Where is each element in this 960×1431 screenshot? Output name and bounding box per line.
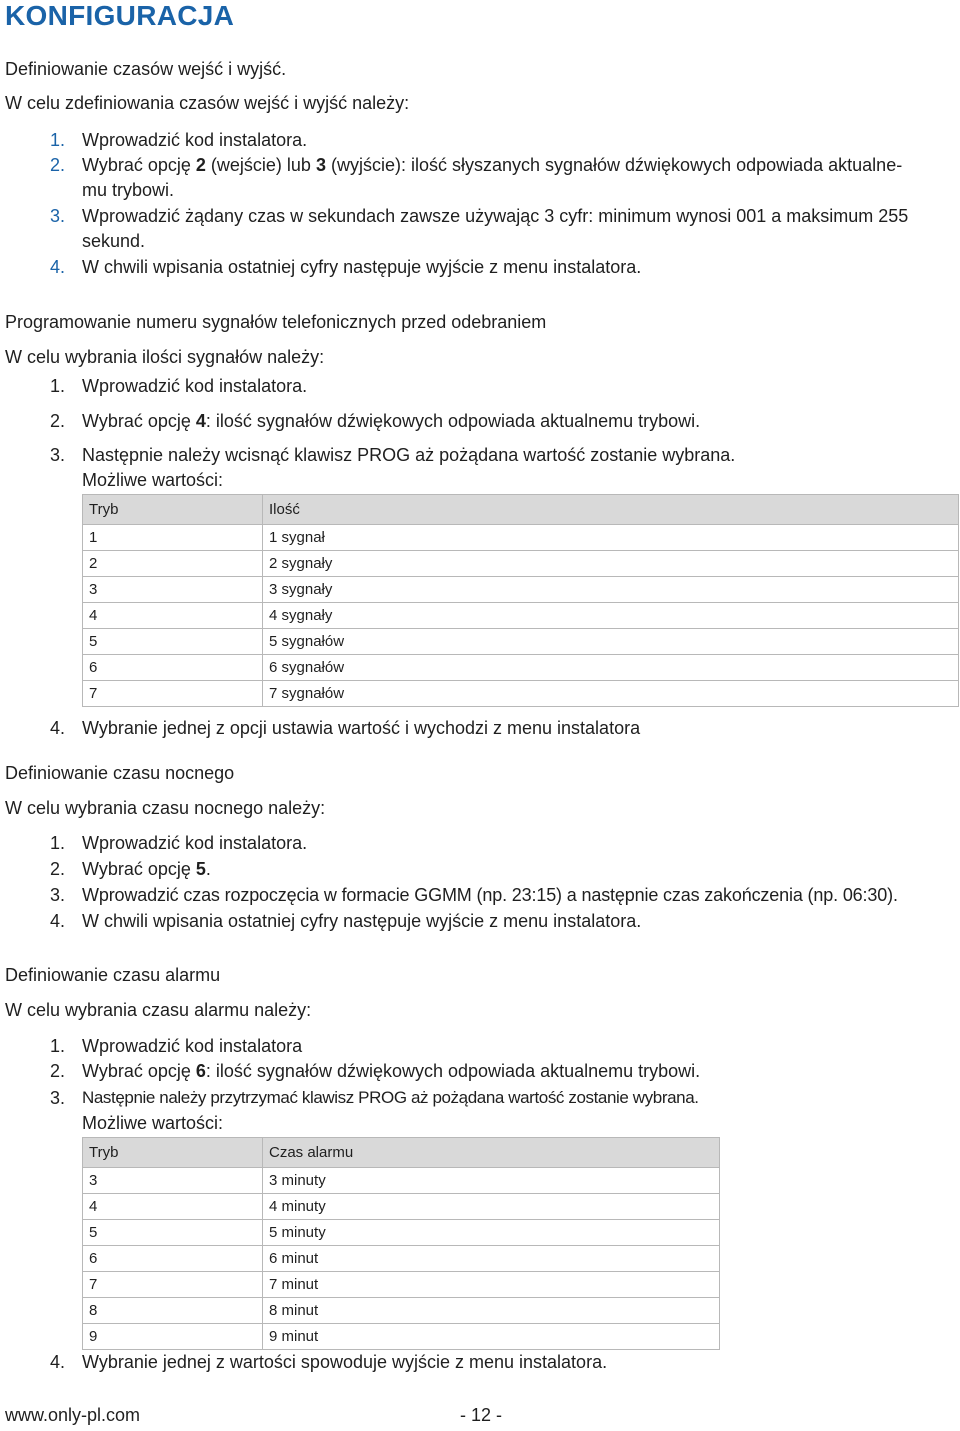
table-cell: 6 [83, 655, 263, 681]
table-cell: 7 sygnałów [263, 681, 959, 707]
table-cell: 3 sygnały [263, 577, 959, 603]
table-cell: 4 minuty [263, 1194, 720, 1220]
list-number: 2. [50, 155, 66, 175]
table-cell: 7 [83, 1272, 263, 1298]
list-number: 4. [50, 1352, 66, 1372]
table-header-row [83, 1138, 720, 1168]
list-number: 1. [50, 833, 66, 853]
page-number: - 12 - [460, 1405, 503, 1425]
table-cell: 8 [83, 1298, 263, 1324]
table-header: Czas alarmu [263, 1138, 720, 1168]
table-cell: 4 [83, 1194, 263, 1220]
list-text-continued: mu trybowi. [82, 180, 175, 200]
table-cell: 3 [83, 577, 263, 603]
list-number: 4. [50, 911, 66, 931]
table-cell: 5 [83, 1220, 263, 1246]
table-cell: 1 [83, 525, 263, 551]
list-number: 1. [50, 130, 66, 150]
section-heading-night-time: Definiowanie czasu nocnego [5, 763, 235, 783]
section-intro: W celu wybrania czasu nocnego należy: [5, 798, 326, 818]
section-heading-ring-count: Programowanie numeru sygnałów telefonicznych przed odebraniem [5, 312, 547, 332]
table-cell: 3 [83, 1168, 263, 1194]
table-cell: 9 [83, 1324, 263, 1350]
footer-website-link[interactable]: www.only-pl.com [5, 1405, 141, 1425]
list-text: Wprowadzić czas rozpoczęcia w formacie GGMM (np. 23:15) a następnie czas zakończenia (np. 06:30). [82, 885, 898, 905]
table-cell: 4 [83, 603, 263, 629]
alarm-time-table [82, 1137, 720, 1350]
possible-values-label: Możliwe wartości: [82, 470, 224, 490]
table-row [83, 525, 959, 551]
list-number: 2. [50, 1061, 66, 1081]
section-intro: W celu zdefiniowania czasów wejść i wyjść należy: [5, 93, 410, 113]
table-cell: 5 minuty [263, 1220, 720, 1246]
table-cell: 1 sygnał [263, 525, 959, 551]
table-row [83, 1246, 720, 1272]
table-cell: 5 [83, 629, 263, 655]
table-cell: 2 [83, 551, 263, 577]
table-cell: 8 minut [263, 1298, 720, 1324]
list-number: 3. [50, 206, 66, 226]
list-text-continued: sekund. [82, 231, 146, 251]
list-text: Wybrać opcję 6: ilość sygnałów dźwiękowych odpowiada aktualnemu trybowi. [82, 1061, 701, 1081]
list-text: Wybrać opcję 4: ilość sygnałów dźwiękowych odpowiada aktualnemu trybowi. [82, 411, 701, 431]
table-row [83, 1324, 720, 1350]
section-heading-alarm-time: Definiowanie czasu alarmu [5, 965, 221, 985]
section-intro: W celu wybrania czasu alarmu należy: [5, 1000, 312, 1020]
list-text: Wybrać opcję 2 (wejście) lub 3 (wyjście): ilość słyszanych sygnałów dźwiękowych odpowiada aktualne- [82, 155, 903, 175]
list-text: W chwili wpisania ostatniej cyfry następuje wyjście z menu instalatora. [82, 257, 642, 277]
list-text: Wybranie jednej z wartości spowoduje wyjście z menu instalatora. [82, 1352, 608, 1372]
list-text: Wybranie jednej z opcji ustawia wartość i wychodzi z menu instalatora [82, 718, 641, 738]
list-text: Wybrać opcję 5. [82, 859, 211, 879]
list-text: Następnie należy przytrzymać klawisz PROG aż pożądana wartość zostanie wybrana. [82, 1088, 699, 1107]
table-row [83, 1298, 720, 1324]
table-cell: 2 sygnały [263, 551, 959, 577]
table-row [83, 1272, 720, 1298]
table-row [83, 551, 959, 577]
table-cell: 7 [83, 681, 263, 707]
list-number: 4. [50, 257, 66, 277]
table-row [83, 681, 959, 707]
table-row [83, 1194, 720, 1220]
list-text: Następnie należy wcisnąć klawisz PROG aż pożądana wartość zostanie wybrana. [82, 445, 736, 465]
list-text: W chwili wpisania ostatniej cyfry następuje wyjście z menu instalatora. [82, 911, 642, 931]
list-number: 1. [50, 376, 66, 396]
table-row [83, 577, 959, 603]
table-header-row [83, 495, 959, 525]
table-cell: 7 minut [263, 1272, 720, 1298]
list-number: 3. [50, 1088, 66, 1108]
table-row [83, 1220, 720, 1246]
list-text: Wprowadzić kod instalatora. [82, 833, 308, 853]
list-number: 4. [50, 718, 66, 738]
table-cell: 9 minut [263, 1324, 720, 1350]
table-cell: 5 sygnałów [263, 629, 959, 655]
possible-values-label: Możliwe wartości: [82, 1113, 224, 1133]
list-number: 1. [50, 1036, 66, 1056]
list-number: 2. [50, 859, 66, 879]
table-cell: 6 [83, 1246, 263, 1272]
section-heading-entry-exit: Definiowanie czasów wejść i wyjść. [5, 59, 287, 79]
table-cell: 3 minuty [263, 1168, 720, 1194]
ring-count-table [82, 494, 959, 707]
table-row [83, 1168, 720, 1194]
list-text: Wprowadzić kod instalatora [82, 1036, 303, 1056]
table-cell: 6 minut [263, 1246, 720, 1272]
list-text: Wprowadzić żądany czas w sekundach zawsze używając 3 cyfr: minimum wynosi 001 a maksimum 255 [82, 206, 909, 226]
table-cell: 4 sygnały [263, 603, 959, 629]
table-row [83, 655, 959, 681]
list-number: 2. [50, 411, 66, 431]
table-row [83, 629, 959, 655]
list-number: 3. [50, 885, 66, 905]
list-text: Wprowadzić kod instalatora. [82, 376, 308, 396]
table-header: Ilość [263, 495, 959, 525]
page-title: KONFIGURACJA [5, 0, 235, 31]
section-intro: W celu wybrania ilości sygnałów należy: [5, 347, 325, 367]
table-header: Tryb [83, 1138, 263, 1168]
table-cell: 6 sygnałów [263, 655, 959, 681]
list-text: Wprowadzić kod instalatora. [82, 130, 308, 150]
table-header: Tryb [83, 495, 263, 525]
list-number: 3. [50, 445, 66, 465]
table-row [83, 603, 959, 629]
